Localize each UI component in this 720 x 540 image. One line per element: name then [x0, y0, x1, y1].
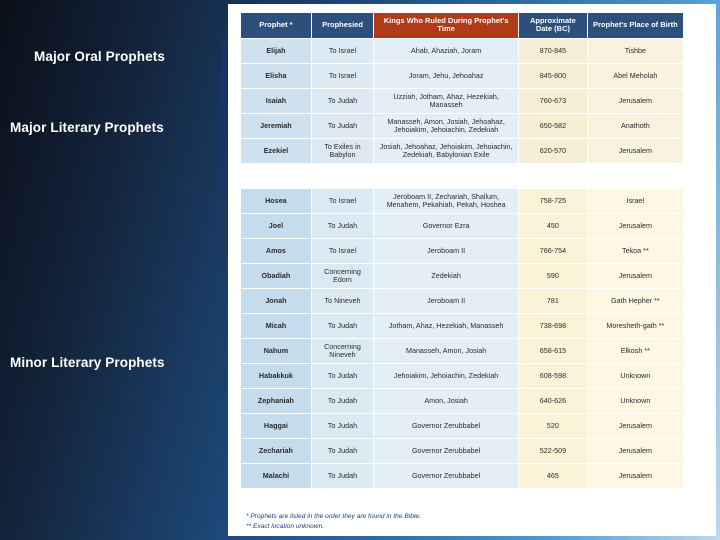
cell-prophet: Joel [241, 214, 311, 238]
table-row [241, 414, 683, 438]
footnote-1: * Prophets are listed in the order they are found in the Bible. [246, 513, 421, 520]
table-row [241, 89, 683, 113]
table-row [241, 314, 683, 338]
cell-kings: Joram, Jehu, Jehoahaz [374, 64, 518, 88]
cell-prophet: Nahum [241, 339, 311, 363]
cell-kings: Jotham, Ahaz, Hezekiah, Manasseh [374, 314, 518, 338]
cell-date: 620-570 [519, 139, 587, 163]
cell-prophet: Zephaniah [241, 389, 311, 413]
cell-date: 522-509 [519, 439, 587, 463]
cell-prophet: Ezekiel [241, 139, 311, 163]
cell-kings: Jeroboam II [374, 289, 518, 313]
footnotes [246, 512, 676, 531]
cell-kings: Governor Zerubbabel [374, 464, 518, 488]
cell-prophet: Obadiah [241, 264, 311, 288]
cell-date: 520 [519, 414, 587, 438]
cell-prophesied: To Judah [312, 364, 373, 388]
cell-prophesied: To Nineveh [312, 289, 373, 313]
cell-prophet: Jonah [241, 289, 311, 313]
cell-prophesied: To Israel [312, 239, 373, 263]
cell-date: 650-582 [519, 114, 587, 138]
table-body-major [241, 39, 683, 188]
header-prophesied: Prophesied [312, 13, 373, 38]
cell-date: 640-626 [519, 389, 587, 413]
cell-birthplace: Tekoa ** [588, 239, 683, 263]
cell-kings: Josiah, Jehoahaz, Jehoiakim, Jehoiachin, Zedekiah, Babylonian Exile [374, 139, 518, 163]
cell-kings: Jeroboam II, Zechariah, Shallum, Menahem, Pekahiah, Pekah, Hoshea [374, 189, 518, 213]
cell-kings: Manasseh, Amon, Josiah, Jehoahaz, Jehoiakim, Jehoiachin, Zedekiah [374, 114, 518, 138]
cell-birthplace: Jerusalem [588, 439, 683, 463]
cell-prophet: Habakkuk [241, 364, 311, 388]
cell-prophesied: To Exiles in Babylon [312, 139, 373, 163]
header-kings: Kings Who Ruled During Prophet's Time [374, 13, 518, 38]
prophets-table-panel [228, 4, 716, 536]
cell-prophesied: To Israel [312, 64, 373, 88]
cell-date: 590 [519, 264, 587, 288]
label-major-literary-prophets: Major Literary Prophets [10, 120, 164, 135]
cell-kings: Governor Ezra [374, 214, 518, 238]
cell-prophesied: To Judah [312, 314, 373, 338]
table-row [241, 114, 683, 138]
cell-kings: Zedekiah [374, 264, 518, 288]
cell-prophet: Elijah [241, 39, 311, 63]
cell-prophesied: To Judah [312, 439, 373, 463]
cell-date: 465 [519, 464, 587, 488]
table-row [241, 439, 683, 463]
cell-date: 760-673 [519, 89, 587, 113]
table-row [241, 39, 683, 63]
cell-kings: Governor Zerubbabel [374, 439, 518, 463]
cell-prophet: Amos [241, 239, 311, 263]
table-body-minor [241, 189, 683, 488]
cell-prophesied: To Israel [312, 189, 373, 213]
prophets-table [240, 12, 684, 489]
table-row [241, 364, 683, 388]
cell-prophet: Elisha [241, 64, 311, 88]
cell-birthplace: Unknown [588, 389, 683, 413]
cell-kings: Manasseh, Amon, Josiah [374, 339, 518, 363]
table-row [241, 464, 683, 488]
table-section-spacer [241, 164, 683, 188]
cell-prophesied: To Judah [312, 389, 373, 413]
cell-prophesied: To Judah [312, 89, 373, 113]
cell-date: 738-698 [519, 314, 587, 338]
table-header-row [241, 13, 683, 38]
cell-prophesied: To Judah [312, 464, 373, 488]
table-row [241, 289, 683, 313]
cell-prophet: Isaiah [241, 89, 311, 113]
table-row [241, 139, 683, 163]
cell-prophesied: Concerning Edom [312, 264, 373, 288]
cell-birthplace: Israel [588, 189, 683, 213]
footnote-2: ** Exact location unknown. [246, 522, 325, 530]
cell-prophet: Jeremiah [241, 114, 311, 138]
cell-birthplace: Anathoth [588, 114, 683, 138]
cell-date: 845-800 [519, 64, 587, 88]
cell-prophesied: To Judah [312, 214, 373, 238]
cell-prophet: Haggai [241, 414, 311, 438]
cell-birthplace: Jerusalem [588, 139, 683, 163]
table-row [241, 264, 683, 288]
cell-birthplace: Tishbe [588, 39, 683, 63]
header-birthplace: Prophet's Place of Birth [588, 13, 683, 38]
cell-birthplace: Moresheth-gath ** [588, 314, 683, 338]
cell-birthplace: Jerusalem [588, 414, 683, 438]
cell-date: 450 [519, 214, 587, 238]
cell-prophet: Zechariah [241, 439, 311, 463]
cell-prophesied: To Judah [312, 114, 373, 138]
cell-date: 608-598 [519, 364, 587, 388]
cell-prophesied: To Israel [312, 39, 373, 63]
header-prophet: Prophet * [241, 13, 311, 38]
cell-kings: Jeroboam II [374, 239, 518, 263]
table-row [241, 189, 683, 213]
label-minor-literary-prophets: Minor Literary Prophets [10, 355, 165, 370]
cell-kings: Ahab, Ahaziah, Joram [374, 39, 518, 63]
cell-prophet: Hosea [241, 189, 311, 213]
cell-prophet: Malachi [241, 464, 311, 488]
cell-birthplace: Gath Hepher ** [588, 289, 683, 313]
cell-birthplace: Jerusalem [588, 214, 683, 238]
cell-prophesied: Concerning Nineveh [312, 339, 373, 363]
label-major-oral-prophets: Major Oral Prophets [34, 49, 165, 64]
table-row [241, 214, 683, 238]
cell-date: 766-754 [519, 239, 587, 263]
cell-prophesied: To Judah [312, 414, 373, 438]
cell-date: 781 [519, 289, 587, 313]
cell-birthplace: Elkosh ** [588, 339, 683, 363]
table-row [241, 239, 683, 263]
cell-date: 658-615 [519, 339, 587, 363]
table-row [241, 64, 683, 88]
cell-birthplace: Jerusalem [588, 464, 683, 488]
cell-kings: Jehoiakim, Jehoiachin, Zedekiah [374, 364, 518, 388]
cell-birthplace: Jerusalem [588, 89, 683, 113]
cell-birthplace: Unknown [588, 364, 683, 388]
cell-kings: Governor Zerubbabel [374, 414, 518, 438]
header-date: Approximate Date (BC) [519, 13, 587, 38]
cell-kings: Uzziah, Jotham, Ahaz, Hezekiah, Manasseh [374, 89, 518, 113]
cell-date: 870-845 [519, 39, 587, 63]
table-row [241, 389, 683, 413]
cell-date: 758-725 [519, 189, 587, 213]
cell-birthplace: Jerusalem [588, 264, 683, 288]
cell-kings: Amon, Josiah [374, 389, 518, 413]
table-row [241, 339, 683, 363]
cell-birthplace: Abel Meholah [588, 64, 683, 88]
cell-prophet: Micah [241, 314, 311, 338]
